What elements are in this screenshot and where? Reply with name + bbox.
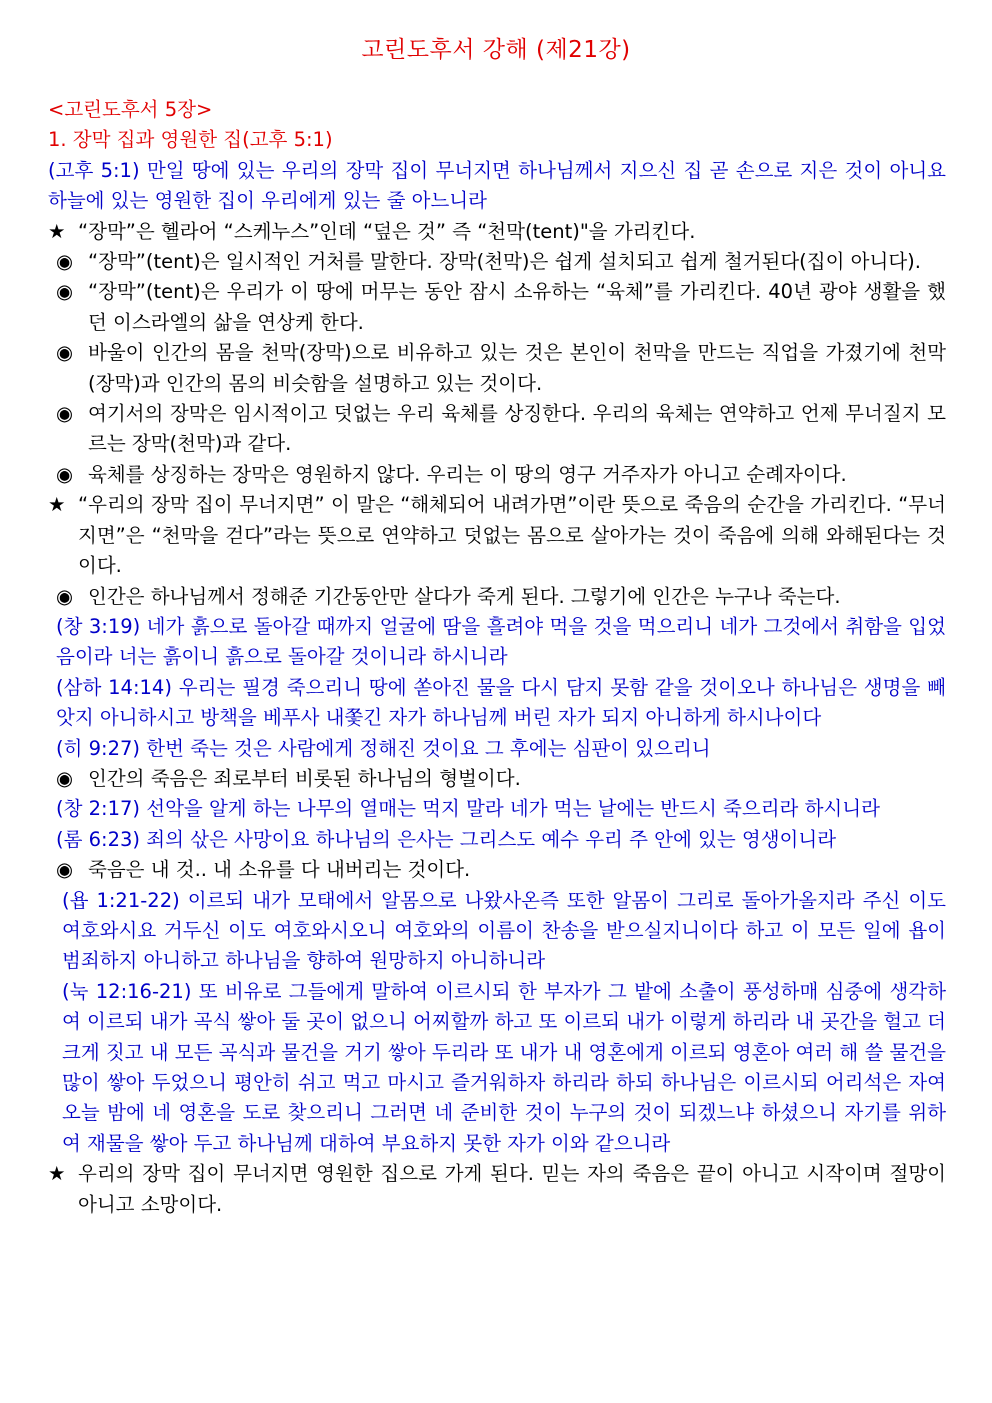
star-icon: ★: [48, 219, 66, 243]
verse-quote: (창 2:17) 선악을 알게 하는 나무의 열매는 먹지 말라 네가 먹는 날에는 반드시 죽으리라 하시니라: [56, 797, 880, 821]
bullet-icon: ◉: [56, 462, 74, 486]
document-title: 고린도후서 강해 (제21강): [361, 37, 631, 63]
star-note-text: “장막”은 헬라어 “스케누스”인데 “덮은 것” 즉 “천막(tent)"을 가리킨다.: [78, 219, 696, 243]
document-body: [48, 95, 946, 1220]
bullet-icon: ◉: [56, 766, 74, 790]
verse-quote: (삼하 14:14) 우리는 필경 죽으리니 땅에 쏟아진 물을 다시 담지 못함 같을 것이오나 하나님은 생명을 빼앗지 아니하시고 방책을 베푸사 내쫓긴 자가 하나님께 버린 자가 되지 아니하게 하시나이다: [56, 675, 946, 730]
star-note: [48, 490, 946, 581]
chapter-heading: <고린도후서 5장>: [48, 98, 213, 121]
bullet-icon: ◉: [56, 858, 74, 882]
bullet-text: 인간은 하나님께서 정해준 기간동안만 살다가 죽게 된다. 그렇기에 인간은 누구나 죽는다.: [88, 584, 841, 608]
bullet-text: “장막”(tent)은 우리가 이 땅에 머무는 동안 잠시 소유하는 “육체”를 가리킨다. 40년 광야 생활을 했던 이스라엘의 삶을 연상케 한다.: [88, 280, 946, 334]
verse-quote: (히 9:27) 한번 죽는 것은 사람에게 정해진 것이요 그 후에는 심판이 있으리니: [56, 736, 711, 760]
bullet-icon: ◉: [56, 584, 74, 608]
bullet-point: [48, 247, 946, 277]
bullet-point: [48, 764, 946, 794]
bullet-point: [48, 399, 946, 460]
bullet-icon: ◉: [56, 341, 74, 365]
section-heading: 1. 장막 집과 영원한 집(고후 5:1): [48, 128, 333, 152]
bullet-text: 죽음은 내 것.. 내 소유를 다 내버리는 것이다.: [88, 858, 471, 882]
verse-quote: (눅 12:16-21) 또 비유로 그들에게 말하여 이르시되 한 부자가 그 밭에 소출이 풍성하매 심중에 생각하여 이르되 내가 곡식 쌓아 둘 곳이 없으니 어찌할까 하고 또 이르되 내가 이렇게 하리라 내 곳간을 헐고 더 크게 짓고 내 모든 곡식과 물건을 거기 쌓아 두리라 또 내가 내 영혼에게 이르되 영혼아 여러 해 쓸 물건을 많이 쌓아 두었으니 평안히 쉬고 먹고 마시고 즐거워하자 하리라 하되 하나님은 이르시되 어리석은 자여 오늘 밤에 네 영혼을 도로 찾으리니 그러면 네 준비한 것이 누구의 것이 되겠느냐 하셨으니 자기를 위하여 재물을 쌓아 두고 하나님께 대하여 부요하지 못한 자가 이와 같으니라: [62, 979, 946, 1155]
star-icon: ★: [48, 493, 66, 517]
bullet-text: 육체를 상징하는 장막은 영원하지 않다. 우리는 이 땅의 영구 거주자가 아니고 순례자이다.: [88, 462, 847, 486]
bullet-point: [48, 277, 946, 338]
bullet-icon: ◉: [56, 280, 74, 304]
bullet-icon: ◉: [56, 402, 74, 426]
bullet-text: 여기서의 장막은 임시적이고 덧없는 우리 육체를 상징한다. 우리의 육체는 연약하고 언제 무너질지 모르는 장막(천막)과 같다.: [88, 402, 946, 456]
bullet-point: [48, 460, 946, 490]
star-note: [48, 1159, 946, 1220]
bullet-text: 인간의 죽음은 죄로부터 비롯된 하나님의 형벌이다.: [88, 766, 521, 790]
bullet-text: “장막”(tent)은 일시적인 거처를 말한다. 장막(천막)은 쉽게 설치되고 쉽게 철거된다(집이 아니다).: [88, 250, 921, 274]
verse-quote: (욥 1:21-22) 이르되 내가 모태에서 알몸으로 나왔사온즉 또한 알몸이 그리로 돌아가올지라 주신 이도 여호와시요 거두신 이도 여호와시오니 여호와의 이름이 찬송을 받으실지니이다 하고 이 모든 일에 욥이 범죄하지 아니하고 하나님을 향하여 원망하지 아니하니라: [62, 888, 946, 973]
bullet-text: 바울이 인간의 몸을 천막(장막)으로 비유하고 있는 것은 본인이 천막을 만드는 직업을 가졌기에 천막(장막)과 인간의 몸의 비슷함을 설명하고 있는 것이다.: [88, 341, 946, 395]
star-icon: ★: [48, 1162, 66, 1186]
verse-quote: (창 3:19) 네가 흙으로 돌아갈 때까지 얼굴에 땀을 흘려야 먹을 것을 먹으리니 네가 그것에서 취함을 입었음이라 너는 흙이니 흙으로 돌아갈 것이니라 하시니라: [56, 614, 946, 669]
bullet-point: [48, 855, 946, 885]
bullet-point: [48, 582, 946, 612]
star-note-text: “우리의 장막 집이 무너지면” 이 말은 “해체되어 내려가면”이란 뜻으로 죽음의 순간을 가리킨다. “무너지면”은 “천막을 걷다”라는 뜻으로 연약하고 덧없는 몸으로 살아가는 것이 죽음에 의해 와해된다는 것이다.: [78, 493, 946, 578]
verse-quote: (롬 6:23) 죄의 삯은 사망이요 하나님의 은사는 그리스도 예수 우리 주 안에 있는 영생이니라: [56, 827, 837, 851]
bullet-icon: ◉: [56, 250, 74, 274]
verse-quote: (고후 5:1) 만일 땅에 있는 우리의 장막 집이 무너지면 하나님께서 지으신 집 곧 손으로 지은 것이 아니요 하늘에 있는 영원한 집이 우리에게 있는 줄 아느니라: [48, 158, 946, 213]
star-note: [48, 217, 946, 247]
bullet-point: [48, 338, 946, 399]
star-note-text: 우리의 장막 집이 무너지면 영원한 집으로 가게 된다. 믿는 자의 죽음은 끝이 아니고 시작이며 절망이 아니고 소망이다.: [78, 1162, 946, 1216]
